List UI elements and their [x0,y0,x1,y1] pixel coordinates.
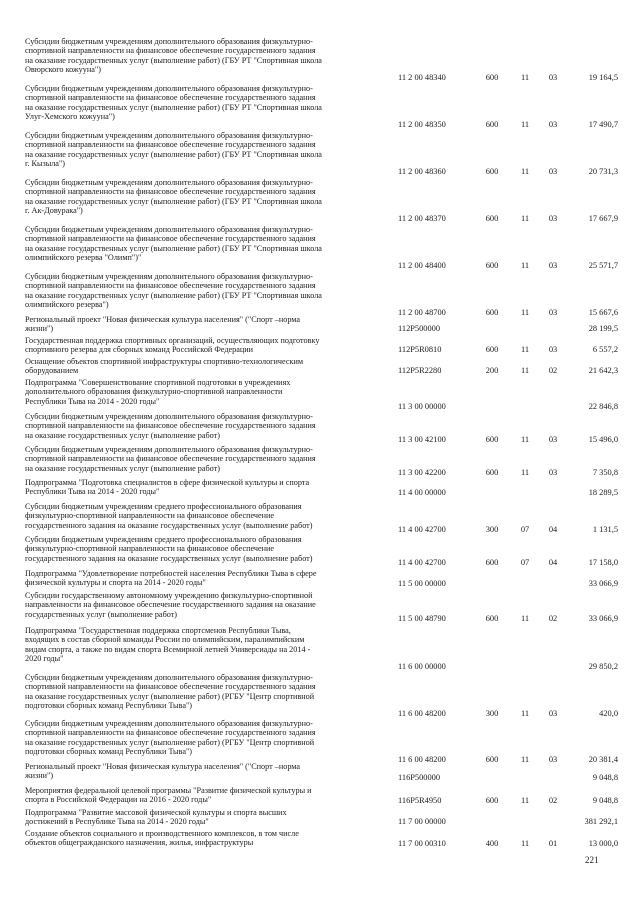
row-section: 11 [520,839,530,848]
row-amount: 29 850,2 [588,662,618,671]
row-section: 11 [520,796,530,805]
row-description: Подпрограмма "Подготовка специалистов в сфере физической культуры и спорта Республики Тыва на 2014 - 2020 годы" [25,478,310,497]
row-amount: 33 066,9 [588,614,618,623]
row-subsection: 03 [548,120,558,129]
row-section: 11 [520,468,530,477]
row-expense-type: 600 [485,308,499,317]
row-code: 112P500000 [398,324,441,333]
row-amount: 15 496,0 [588,435,618,444]
row-code: 11 5 00 00000 [398,579,446,588]
row-code: 11 7 00 00310 [398,839,446,848]
row-description: Субсидии бюджетным учреждениям дополнительного образования физкультурно- спортивной направленности на финансовое обеспечение государственного задания на оказание государственных услуг (выполнение работ) (РГБУ "Центр спортивной подготовки сборных команд Республики Тыва") [25,673,316,711]
row-amount: 13 000,0 [588,839,618,848]
row-code: 11 3 00 00000 [398,402,446,411]
row-section: 07 [520,558,530,567]
row-amount: 33 066,9 [588,579,618,588]
row-subsection: 03 [548,345,558,354]
row-code: 11 4 00 00000 [398,488,446,497]
row-section: 11 [520,614,530,623]
row-code: 11 4 00 42700 [398,558,446,567]
row-expense-type: 600 [485,558,499,567]
row-section: 11 [520,755,530,764]
row-amount: 25 571,7 [588,261,618,270]
row-subsection: 04 [548,558,558,567]
row-section: 11 [520,709,530,718]
row-amount: 7 350,8 [592,468,618,477]
row-expense-type: 600 [485,214,499,223]
row-code: 11 6 00 48200 [398,709,446,718]
row-description: Мероприятия федеральной целевой программы "Развитие физической культуры и спорта в Российской Федерации на 2016 - 2020 годы" [25,786,312,805]
row-expense-type: 600 [485,468,499,477]
row-expense-type: 400 [485,839,499,848]
row-description: Субсидии бюджетным учреждениям среднего профессионального образования физкультурно-спортивной направленности на финансовое обеспечение государственного задания на оказание государственных услуг (выполнение работ) [25,502,313,530]
row-code: 112P5R0810 [398,345,442,354]
row-subsection: 03 [548,435,558,444]
row-description: Субсидии государственному автономному учреждению физкультурно-спортивной направленности на финансовое обеспечение государственного задания на оказание государственных услуг (выполнение работ) [25,591,316,619]
row-description: Государственная поддержка спортивных организаций, осуществляющих подготовку спортивного резерва для сборных команд Российской Федерации [25,336,320,355]
row-subsection: 02 [548,796,558,805]
row-subsection: 03 [548,167,558,176]
row-expense-type: 600 [485,796,499,805]
row-amount: 21 642,3 [588,366,618,375]
row-description: Субсидии бюджетным учреждениям дополнительного образования физкультурно- спортивной направленности на финансовое обеспечение государственного задания на оказание государственных услуг (выполнение работ) (ГБУ РТ "Спортивная школа Овюрского кожууна") [25,37,322,75]
row-expense-type: 600 [485,435,499,444]
row-code: 11 2 00 48360 [398,167,446,176]
row-code: 11 2 00 48370 [398,214,446,223]
row-subsection: 03 [548,468,558,477]
row-expense-type: 600 [485,120,499,129]
row-amount: 6 557,2 [592,345,618,354]
row-description: Подпрограмма "Развитие массовой физической культуры и спорта высших достижений в Республике Тыва на 2014 - 2020 годы" [25,808,287,827]
row-section: 11 [520,308,530,317]
row-amount: 28 199,5 [588,324,618,333]
row-code: 11 4 00 42700 [398,525,446,534]
row-amount: 19 164,5 [588,73,618,82]
row-amount: 18 289,5 [588,488,618,497]
row-code: 116P5R4950 [398,796,442,805]
row-amount: 381 292,1 [584,817,618,826]
row-expense-type: 300 [485,709,499,718]
row-amount: 17 490,7 [588,120,618,129]
row-amount: 9 048,8 [592,796,618,805]
row-section: 11 [520,261,530,270]
row-description: Субсидии бюджетным учреждениям среднего профессионального образования физкультурно-спортивной направленности на финансовое обеспечение государственного задания на оказание государственных услуг (выполнение работ) [25,535,313,563]
row-description: Субсидии бюджетным учреждениям дополнительного образования физкультурно- спортивной направленности на финансовое обеспечение государственного задания на оказание государственных услуг (выполнение работ) (ГБУ РТ "Спортивная школа г. Ак-Довурака") [25,178,322,216]
row-expense-type: 300 [485,525,499,534]
row-section: 11 [520,214,530,223]
row-subsection: 03 [548,261,558,270]
row-code: 11 7 00 00000 [398,817,446,826]
row-description: Субсидии бюджетным учреждениям дополнительного образования физкультурно- спортивной направленности на финансовое обеспечение государственного задания на оказание государственных услуг (выполнение работ) (ГБУ РТ "Спортивная школа Улуг-Хемского кожууна") [25,84,322,122]
row-description: Субсидии бюджетным учреждениям дополнительного образования физкультурно- спортивной направленности на финансовое обеспечение государственного задания на оказание государственных услуг (выполнение работ) (ГБУ РТ "Спортивная школа олимпийского резерва") [25,272,322,310]
row-section: 11 [520,167,530,176]
row-amount: 20 731,3 [588,167,618,176]
row-description: Подпрограмма "Удовлетворение потребностей населения Республики Тыва в сфере физической культуры и спорта на 2014 - 2020 годы" [25,569,317,588]
row-amount: 22 846,8 [588,402,618,411]
row-code: 11 3 00 42200 [398,468,446,477]
row-amount: 9 048,8 [592,773,618,782]
row-description: Субсидии бюджетным учреждениям дополнительного образования физкультурно- спортивной направленности на финансовое обеспечение государственного задания на оказание государственных услуг (выполнение работ) [25,412,316,440]
row-expense-type: 600 [485,345,499,354]
row-description: Субсидии бюджетным учреждениям дополнительного образования физкультурно- спортивной направленности на финансовое обеспечение государственного задания на оказание государственных услуг (выполнение работ) [25,445,316,473]
row-code: 11 6 00 48200 [398,755,446,764]
page-number: 221 [585,855,599,865]
row-description: Субсидии бюджетным учреждениям дополнительного образования физкультурно- спортивной направленности на финансовое обеспечение государственного задания на оказание государственных услуг (выполнение работ) (ГБУ РТ "Спортивная школа олимпийского резерва "Олимп")" [25,225,322,263]
row-code: 11 6 00 00000 [398,662,446,671]
row-section: 07 [520,525,530,534]
row-subsection: 02 [548,614,558,623]
row-description: Субсидии бюджетным учреждениям дополнительного образования физкультурно- спортивной направленности на финансовое обеспечение государственного задания на оказание государственных услуг (выполнение работ) (РГБУ "Центр спортивной подготовки сборных команд Республики Тыва") [25,719,316,757]
row-section: 11 [520,345,530,354]
row-description: Подпрограмма "Совершенствование спортивной подготовки в учреждениях дополнительного образования физкультурно-спортивной направленности Республики Тыва на 2014 - 2020 годы" [25,378,291,406]
row-amount: 15 667,6 [588,308,618,317]
row-section: 11 [520,73,530,82]
row-code: 11 2 00 48340 [398,73,446,82]
row-subsection: 02 [548,366,558,375]
row-description: Создание объектов социального и производственного комплексов, в том числе объектов общегражданского назначения, жилья, инфраструктуры [25,829,299,848]
row-section: 11 [520,435,530,444]
row-description: Региональный проект "Новая физическая культура населения" ("Спорт –норма жизни") [25,315,301,334]
row-description: Региональный проект "Новая физическая культура населения" ("Спорт –норма жизни") [25,762,301,781]
row-subsection: 03 [548,709,558,718]
row-code: 11 5 00 48790 [398,614,446,623]
row-expense-type: 600 [485,73,499,82]
row-amount: 17 158,0 [588,558,618,567]
row-description: Подпрограмма "Государственная поддержка спортсменов Республики Тыва, входящих в состав сборной команды России по олимпийским, паралимпийским видам спорта, а также по видам спорта Всемирной летней Универсиады на 2014 - 2020 годы" [25,626,311,664]
row-subsection: 01 [548,839,558,848]
row-expense-type: 600 [485,167,499,176]
row-expense-type: 200 [485,366,499,375]
row-description: Субсидии бюджетным учреждениям дополнительного образования физкультурно- спортивной направленности на финансовое обеспечение государственного задания на оказание государственных услуг (выполнение работ) (ГБУ РТ "Спортивная школа г. Кызыла") [25,131,322,169]
row-expense-type: 600 [485,755,499,764]
row-section: 11 [520,366,530,375]
row-code: 112P5R2280 [398,366,442,375]
row-code: 11 2 00 48700 [398,308,446,317]
row-code: 116P500000 [398,773,441,782]
row-section: 11 [520,120,530,129]
row-code: 11 3 00 42100 [398,435,446,444]
row-subsection: 03 [548,755,558,764]
row-subsection: 03 [548,73,558,82]
row-code: 11 2 00 48350 [398,120,446,129]
row-description: Оснащение объектов спортивной инфраструктуры спортивно-технологическим оборудованием [25,357,304,376]
row-amount: 420,0 [599,709,618,718]
row-amount: 20 381,4 [588,755,618,764]
row-subsection: 04 [548,525,558,534]
row-subsection: 03 [548,214,558,223]
row-subsection: 03 [548,308,558,317]
row-code: 11 2 00 48400 [398,261,446,270]
row-expense-type: 600 [485,261,499,270]
row-expense-type: 600 [485,614,499,623]
row-amount: 1 131,5 [592,525,618,534]
row-amount: 17 667,9 [588,214,618,223]
